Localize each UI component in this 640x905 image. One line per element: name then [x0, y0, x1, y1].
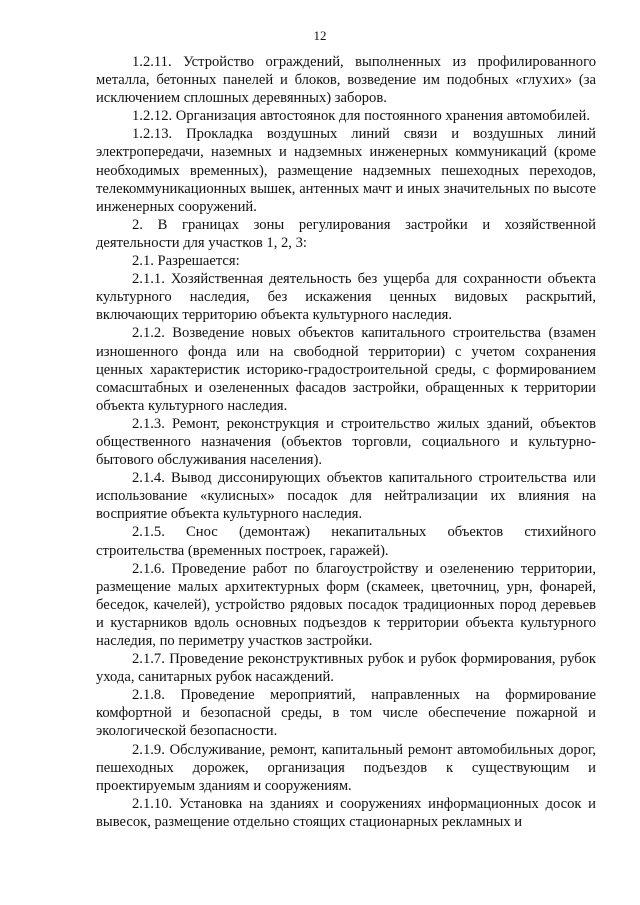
paragraph-1-2-13: 1.2.13. Прокладка воздушных линий связи и воздушных линий электропередачи, наземных и надземных инженерных коммуникаций (кроме необходимых временных), размещение надземных пешеходных переходов, телекоммуникационных вышек, антенных мачт и иных значительных по высоте инженерных сооружений.	[96, 126, 596, 215]
paragraph-2-1-9: 2.1.9. Обслуживание, ремонт, капитальный ремонт автомобильных дорог, пешеходных дорожек, организация подъездов к существующим и проектируемым зданиям и сооружениям.	[96, 741, 596, 794]
paragraph-2-1: 2.1. Разрешается:	[132, 253, 240, 270]
paragraph-2-1-8: 2.1.8. Проведение мероприятий, направленных на формирование комфортной и безопасной среды, в том числе обеспечение пожарной и экологической безопасности.	[96, 687, 596, 740]
document-body	[96, 53, 596, 831]
paragraph-2-1-4: 2.1.4. Вывод диссонирующих объектов капитального строительства или использование «кулисных» посадок для нейтрализации их влияния на восприятие объекта культурного наследия.	[96, 470, 596, 523]
paragraph-1-2-12: 1.2.12. Организация автостоянок для постоянного хранения автомобилей.	[132, 108, 590, 125]
paragraph-2: 2. В границах зоны регулирования застройки и хозяйственной деятельности для участков 1, 2, 3:	[96, 216, 596, 251]
paragraph-2-1-7: 2.1.7. Проведение реконструктивных рубок и рубок формирования, рубок ухода, санитарных рубок насаждений.	[96, 651, 596, 686]
paragraph-2-1-3: 2.1.3. Ремонт, реконструкция и строительство жилых зданий, объектов общественного назначения (объектов торговли, социального и культурно-бытового обслуживания населения).	[96, 415, 596, 469]
paragraph-1-2-11: 1.2.11. Устройство ограждений, выполненных из профилированного металла, бетонных панелей и блоков, возведение им подобных «глухих» (за исключением сплошных деревянных) заборов.	[96, 54, 596, 107]
paragraph-2-1-6: 2.1.6. Проведение работ по благоустройству и озеленению территории, размещение малых архитектурных форм (скамеек, цветочниц, урн, фонарей, беседок, качелей), устройство рядовых посадок традиционных пород деревьев и кустарников вдоль основных подъездов к территории объекта культурного наследия, по периметру участков застройки.	[96, 560, 596, 649]
paragraph-2-1-1: 2.1.1. Хозяйственная деятельность без ущерба для сохранности объекта культурного наследия, без искажения ценных видовых раскрытий, включающих территорию объекта культурного наследия.	[96, 271, 596, 324]
paragraph-2-1-5: 2.1.5. Снос (демонтаж) некапитальных объектов стихийного строительства (временных построек, гаражей).	[96, 524, 596, 559]
paragraph-2-1-10: 2.1.10. Установка на зданиях и сооружениях информационных досок и вывесок, размещение отдельно стоящих стационарных рекламных и	[96, 795, 596, 830]
paragraph-2-1-2: 2.1.2. Возведение новых объектов капитального строительства (взамен изношенного фонда или на свободной территории) с учетом сохранения ценных характеристик историко-градостроительной среды, с формированием сомасштабных и озелененных фасадов застройки, обращенных к территории объекта культурного наследия.	[96, 325, 596, 414]
page-number: 12	[313, 28, 327, 43]
